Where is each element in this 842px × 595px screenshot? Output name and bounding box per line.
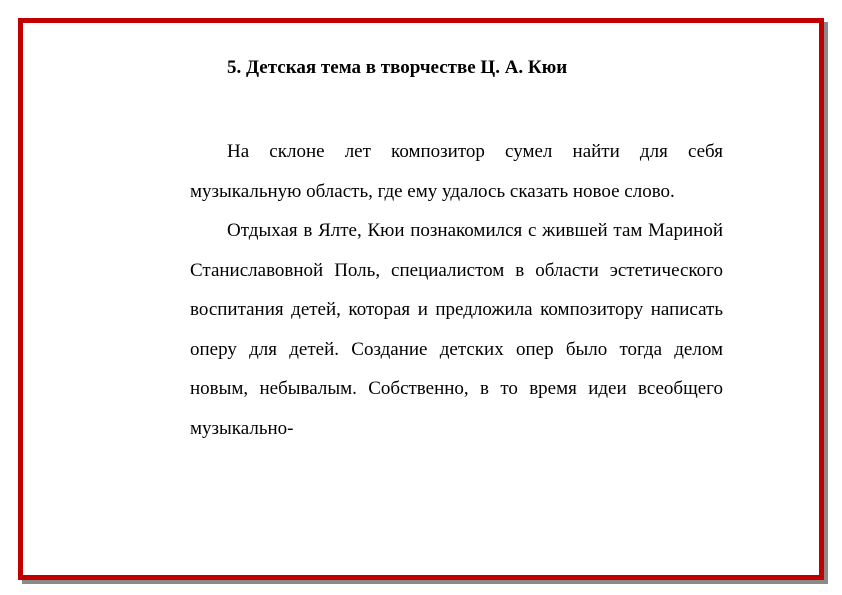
- document-body: [190, 132, 723, 448]
- paragraph-1: На склоне лет композитор сумел найти для себя музыкальную область, где ему удалось сказать новое слово.: [190, 141, 723, 202]
- page-title: 5. Детская тема в творчестве Ц. А. Кюи: [227, 57, 568, 78]
- paragraph-2: Отдыхая в Ялте, Кюи познакомился с жившей там Мариной Станиславовной Поль, специалистом в области эстетического воспитания детей, которая и предложила композитору написать оперу для детей. Создание детских опер было тогда делом новым, небывалым. Собственно, в то время идеи всеобщего музыкально-: [190, 220, 723, 439]
